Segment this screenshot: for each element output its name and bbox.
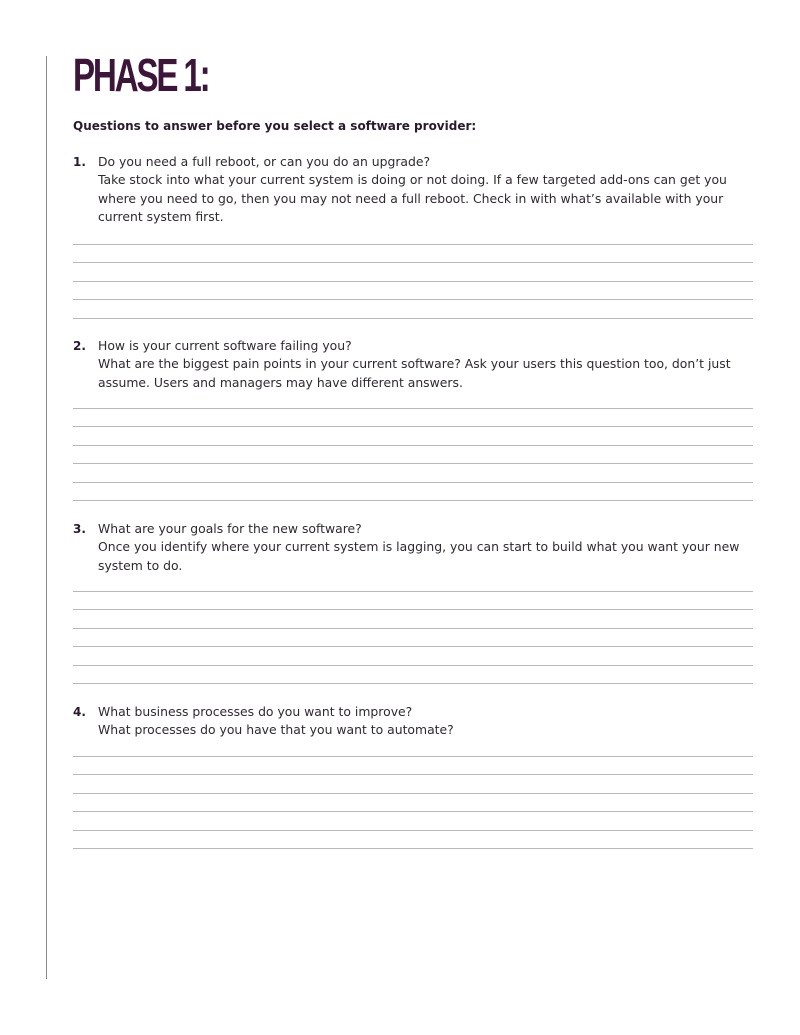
answer-lines-1[interactable] (73, 244, 753, 336)
question-text (98, 520, 753, 575)
answer-line[interactable] (73, 848, 753, 849)
answer-line[interactable] (73, 318, 753, 319)
question-1 (73, 153, 753, 226)
answer-line[interactable] (73, 408, 753, 409)
left-margin-rule (46, 56, 47, 979)
answer-line[interactable] (73, 445, 753, 446)
question-title: What are your goals for the new software? (98, 521, 362, 536)
question-title: What business processes do you want to improve? (98, 704, 413, 719)
intro-heading: Questions to answer before you select a software provider: (73, 119, 477, 133)
answer-line[interactable] (73, 482, 753, 483)
answer-line[interactable] (73, 426, 753, 427)
answer-lines-2[interactable] (73, 408, 753, 518)
question-text (98, 703, 753, 740)
question-4 (73, 703, 753, 740)
answer-line[interactable] (73, 591, 753, 592)
answer-line[interactable] (73, 683, 753, 684)
answer-line[interactable] (73, 262, 753, 263)
question-number: 2. (73, 339, 86, 353)
question-number: 4. (73, 705, 86, 719)
answer-line[interactable] (73, 774, 753, 775)
answer-line[interactable] (73, 756, 753, 757)
answer-line[interactable] (73, 628, 753, 629)
page-title: PHASE 1: (73, 49, 209, 101)
question-description: Take stock into what your current system is doing or not doing. If a few targeted add-ons can get you where you need to go, then you may not need a full reboot. Check in with what’s available with your current system first. (98, 172, 727, 224)
question-text (98, 337, 753, 392)
answer-line[interactable] (73, 244, 753, 245)
question-description: What are the biggest pain points in your current software? Ask your users this question too, don’t just assume. Users and managers may have different answers. (98, 356, 731, 390)
answer-line[interactable] (73, 793, 753, 794)
answer-line[interactable] (73, 299, 753, 300)
question-title: How is your current software failing you? (98, 338, 352, 353)
answer-line[interactable] (73, 463, 753, 464)
answer-line[interactable] (73, 500, 753, 501)
answer-line[interactable] (73, 665, 753, 666)
question-number: 1. (73, 155, 86, 169)
question-number: 3. (73, 522, 86, 536)
question-description: What processes do you have that you want to automate? (98, 722, 454, 738)
answer-lines-4[interactable] (73, 756, 753, 866)
question-2 (73, 337, 753, 392)
question-3 (73, 520, 753, 575)
answer-line[interactable] (73, 811, 753, 812)
answer-line[interactable] (73, 646, 753, 647)
question-description: Once you identify where your current system is lagging, you can start to build what you want your new system to do. (98, 539, 740, 573)
question-title: Do you need a full reboot, or can you do an upgrade? (98, 154, 431, 169)
answer-line[interactable] (73, 609, 753, 610)
answer-line[interactable] (73, 830, 753, 831)
answer-line[interactable] (73, 281, 753, 282)
question-text (98, 153, 753, 226)
worksheet-content (73, 49, 753, 738)
answer-lines-3[interactable] (73, 591, 753, 701)
